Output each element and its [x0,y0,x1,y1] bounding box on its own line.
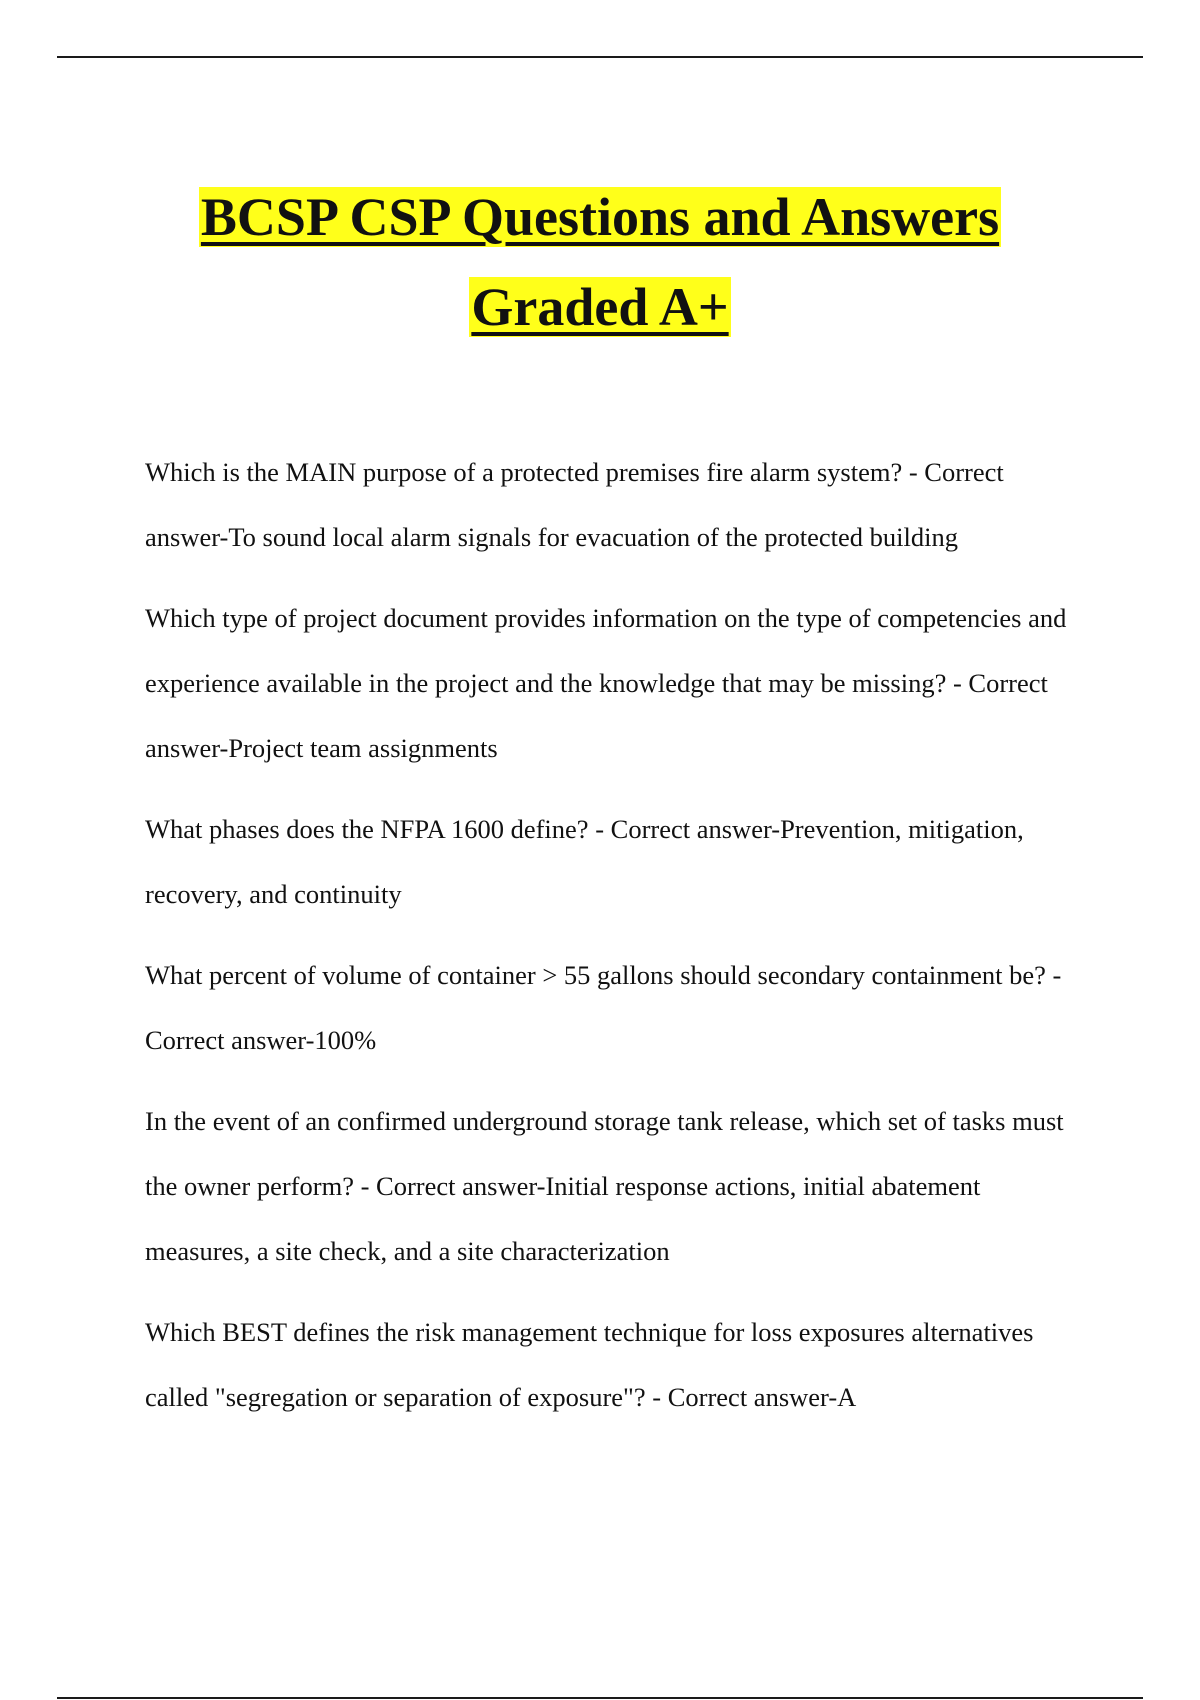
qa-item: What percent of volume of container > 55 gallons should secondary containment be? - Correct answer-100% [145,960,1062,1055]
bottom-rule [57,1697,1143,1699]
title-text-2: Graded A+ [471,277,729,337]
title-text-1: BCSP CSP Questions and Answers [200,187,1000,247]
qa-item: Which type of project document provides information on the type of competencies and experience available in the project and the knowledge that may be missing? - Correct answer-Project team assignments [145,603,1067,763]
qa-list [145,440,1085,1446]
title-line-1 [0,172,1200,262]
qa-item: Which is the MAIN purpose of a protected premises fire alarm system? - Correct answer-To sound local alarm signals for evacuation of the protected building [145,457,1004,552]
document-title [0,172,1200,352]
qa-item: What phases does the NFPA 1600 define? - Correct answer-Prevention, mitigation, recovery, and continuity [145,814,1024,909]
qa-item: In the event of an confirmed underground storage tank release, which set of tasks must the owner perform? - Correct answer-Initial response actions, initial abatement measures, a site check, and a site characterization [145,1106,1064,1266]
qa-item: Which BEST defines the risk management technique for loss exposures alternatives called "segregation or separation of exposure"? - Correct answer-A [145,1317,1034,1412]
title-line-2 [0,262,1200,352]
top-rule [57,56,1143,58]
